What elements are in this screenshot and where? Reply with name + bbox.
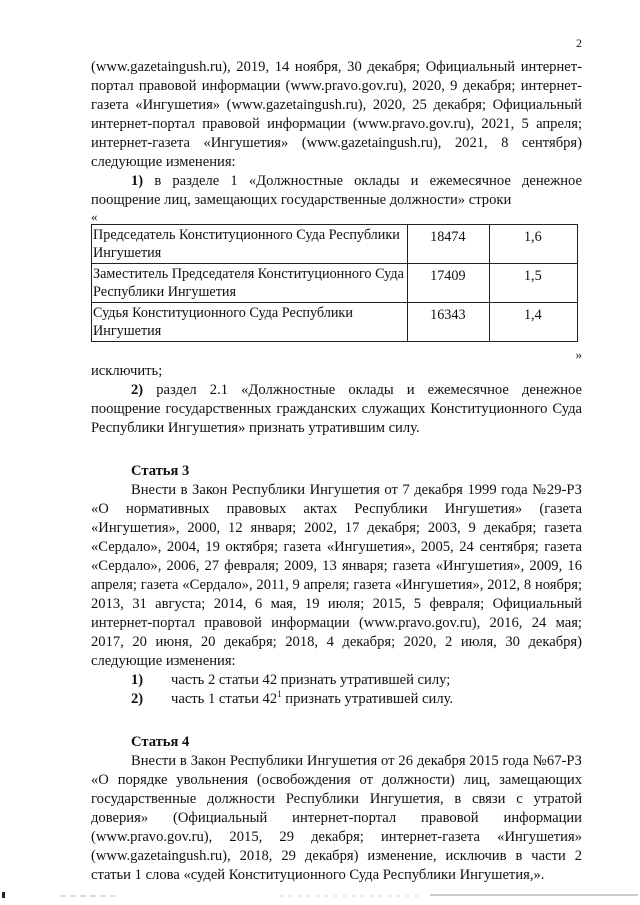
list-item xyxy=(131,671,582,690)
scan-mark-left xyxy=(2,892,5,898)
list-item-text xyxy=(171,690,582,709)
item-1-number: 1) xyxy=(131,173,144,189)
table-cell-coefficient: 1,5 xyxy=(489,264,577,303)
table-cell-coefficient: 1,4 xyxy=(489,303,577,342)
item-2-paragraph xyxy=(91,381,582,438)
table-cell-position: Заместитель Председателя Конституционного Суда Республики Ингушетия xyxy=(92,264,408,303)
intro-paragraph: (www.gazetaingush.ru), 2019, 14 ноября, 30 декабря; Официальный интернет-портал правовой информации (www.pravo.gov.ru), 2020, 9 декабря; интернет-газета «Ингушетия» (www.gazetaingush.ru), 2020, 25 декабря; Официальный интернет-портал правовой информации (www.pravo.gov.ru), 2021, 5 апреля; интернет-газета «Ингушетия» (www.gazetaingush.ru), 2021, 8 сентября) следующие изменения: xyxy=(91,59,582,170)
article-3-body: Внести в Закон Республики Ингушетия от 7 декабря 1999 года №29-РЗ «О нормативных правовых актах Республики Ингушетия» (газета «Ингушетия», 2000, 12 января; 2002, 17 декабря; 2003, 9 декабря; газета «Сердало», 2004, 19 октября; газета «Ингушетия», 2005, 24 сентября; газета «Сердало», 2006, 27 февраля; 2009, 13 января; газета «Ингушетия», 2009, 16 апреля; газета «Сердало», 2011, 9 апреля; газета «Ингушетия», 2012, 8 ноября; 2013, 31 августа; 2014, 6 мая, 19 июля; 2015, 5 февраля; Официальный интернет-портал правовой информации (www.pravo.gov.ru), 2016, 24 мая; 2017, 20 июня, 20 декабря; 2018, 4 декабря; 2020, 2 июля, 30 декабря) следующие изменения: xyxy=(91,482,582,669)
table-cell-salary: 17409 xyxy=(408,264,490,303)
table-row xyxy=(92,225,578,264)
list-item-number: 1) xyxy=(131,672,144,688)
exclude-text: исключить; xyxy=(91,363,163,379)
article-3-heading: Статья 3 xyxy=(131,463,190,479)
list-item-text-after: признать утратившей силу. xyxy=(281,691,454,707)
table-cell-position: Судья Конституционного Суда Республики Ингушетия xyxy=(92,303,408,342)
quote-close-mark: » xyxy=(575,347,582,362)
list-item-text-before: часть 1 статьи 42 xyxy=(171,691,278,707)
document-body xyxy=(91,58,582,885)
article-4-heading: Статья 4 xyxy=(131,734,190,750)
table-cell-position: Председатель Конституционного Суда Республики Ингушетия xyxy=(92,225,408,264)
table-row xyxy=(92,264,578,303)
scan-edge-marks xyxy=(0,891,640,899)
list-item-text: часть 2 статьи 42 признать утратившей силу; xyxy=(171,672,451,688)
article-4-body: Внести в Закон Республики Ингушетия от 26 декабря 2015 года №67-РЗ «О порядке увольнения (освобождения от должности) лиц, замещающих государственные должности Республики Ингушетия, в связи с утратой доверия» (Официальный интернет-портал правовой информации (www.pravo.gov.ru), 2015, 29 декабря; интернет-газета «Ингушетия» (www.gazetaingush.ru), 2018, 29 декабря) изменение, исключив в части 2 статьи 1 слова «судей Конституционного Суда Республики Ингушетия,». xyxy=(91,753,582,883)
list-item-number: 2) xyxy=(131,691,144,707)
item-1-text: в разделе 1 «Должностные оклады и ежемесячное денежное поощрение лиц, замещающих государственные должности» строки xyxy=(91,173,582,208)
item-2-number: 2) xyxy=(131,382,144,398)
list-item xyxy=(131,690,582,709)
table-row xyxy=(92,303,578,342)
salary-table xyxy=(91,224,578,342)
superscript-index: 1 xyxy=(277,689,282,700)
quote-open-mark: « xyxy=(91,209,98,224)
item-2-text: раздел 2.1 «Должностные оклады и ежемесячное денежное поощрение государственных гражданских служащих Конституционного Суда Республики Ингушетия» признать утратившим силу. xyxy=(91,382,582,436)
item-1-paragraph xyxy=(91,172,582,210)
table-cell-coefficient: 1,6 xyxy=(489,225,577,264)
table-cell-salary: 16343 xyxy=(408,303,490,342)
page-number: 2 xyxy=(576,36,582,50)
table-cell-salary: 18474 xyxy=(408,225,490,264)
